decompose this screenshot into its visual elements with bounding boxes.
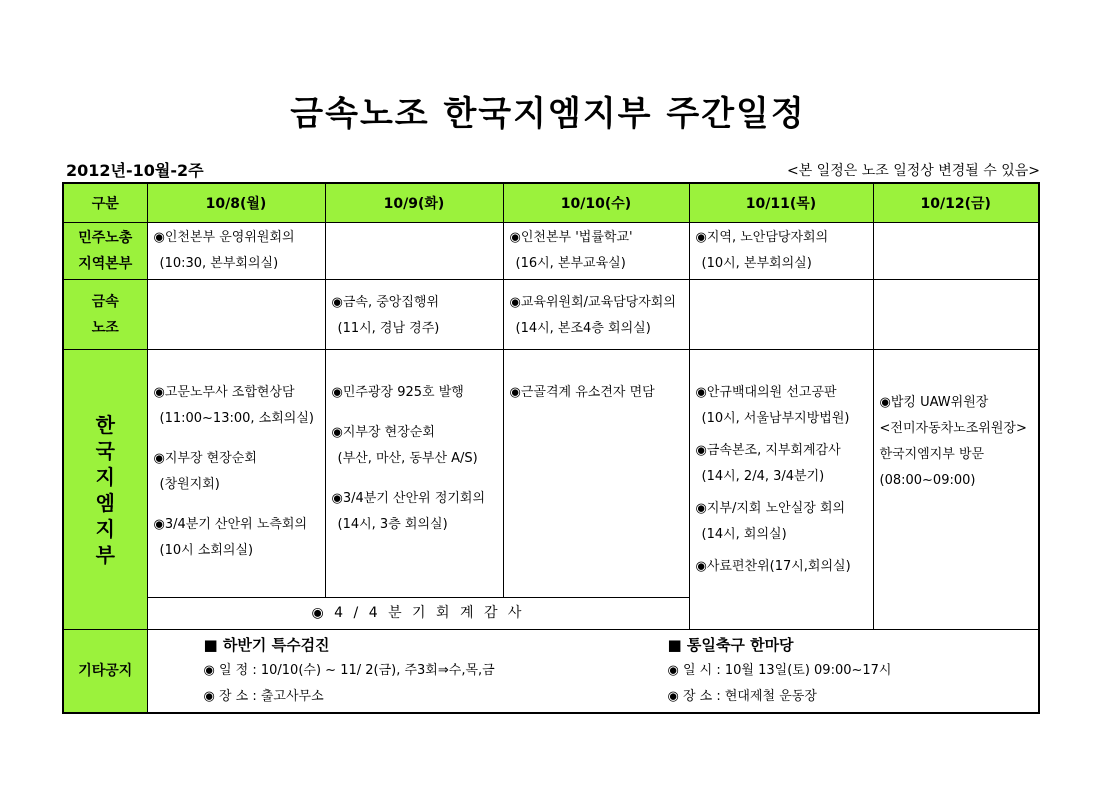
regional-mon: ◉인천본부 운영위원회의 (10:30, 본부회의실) [147,223,325,280]
day-mon: 10/8(월) [147,183,325,223]
regional-row [63,223,1039,280]
checkup-place: ◉ 장 소 : 출고사무소 [203,689,324,704]
football-time: ◉ 일 시 : 10월 13일(토) 09:00~17시 [667,663,892,678]
regional-thu: ◉지역, 노안담당자회의 (10시, 본부회의실) [689,223,873,280]
branch-thu: ◉안규백대의원 선고공판 (10시, 서울남부지방법원) ◉금속본조, 지부회계감사 (14시, 2/4, 3/4분기) ◉지부/지회 노안실장 회의 (14시, 회의실) ◉사료편찬위(17시,회의실) [689,350,873,630]
union-fri [873,280,1039,350]
branch-label: 한 국 지 엠 지 부 [63,350,147,630]
header-label: 구분 [63,183,147,223]
union-wed: ◉교육위원회/교육담당자회의 (14시, 본조4층 회의실) [503,280,689,350]
union-tue: ◉금속, 중앙집행위 (11시, 경남 경주) [325,280,503,350]
other-content [147,630,1039,714]
day-tue: 10/9(화) [325,183,503,223]
branch-tue: ◉민주광장 925호 발행 ◉지부장 현장순회 (부산, 마산, 동부산 A/S) ◉3/4분기 산안위 정기회의 (14시, 3층 회의실) [325,350,503,598]
header-row [63,183,1039,223]
day-wed: 10/10(수) [503,183,689,223]
notice-text: <본 일정은 노조 일정상 변경될 수 있음> [786,163,1040,179]
football-place: ◉ 장 소 : 현대제철 운동장 [667,689,817,704]
regional-fri [873,223,1039,280]
branch-row [63,350,1039,598]
checkup-schedule: ◉ 일 정 : 10/10(수) ~ 11/ 2(금), 주3회⇒수,목,금 [203,663,495,678]
branch-wed: ◉근골격계 유소견자 면담 [503,350,689,598]
other-row [63,630,1039,714]
page-title: 금속노조 한국지엠지부 주간일정 [290,94,806,134]
day-thu: 10/11(목) [689,183,873,223]
checkup-heading: ■ 하반기 특수검진 [203,636,330,654]
schedule-table [62,182,1040,714]
branch-mon: ◉고문노무사 조합현상담 (11:00~13:00, 소회의실) ◉지부장 현장순회 (창원지회) ◉3/4분기 산안위 노측회의 (10시 소회의실) [147,350,325,598]
week-label: 2012년-10월-2주 [66,161,204,180]
day-fri: 10/12(금) [873,183,1039,223]
audit-text: ◉ 4 / 4 분 기 회 계 감 사 [147,598,689,630]
regional-label: 민주노총 지역본부 [63,223,147,280]
football-heading: ■ 통일축구 한마당 [667,636,794,654]
union-row [63,280,1039,350]
union-mon [147,280,325,350]
regional-tue [325,223,503,280]
branch-fri: ◉밥킹 UAW위원장 <전미자동차노조위원장> 한국지엠지부 방문 (08:00~09:00) [873,350,1039,630]
union-label: 금속 노조 [63,280,147,350]
union-thu [689,280,873,350]
other-label: 기타공지 [63,630,147,714]
regional-wed: ◉인천본부 '법률학교' (16시, 본부교육실) [503,223,689,280]
